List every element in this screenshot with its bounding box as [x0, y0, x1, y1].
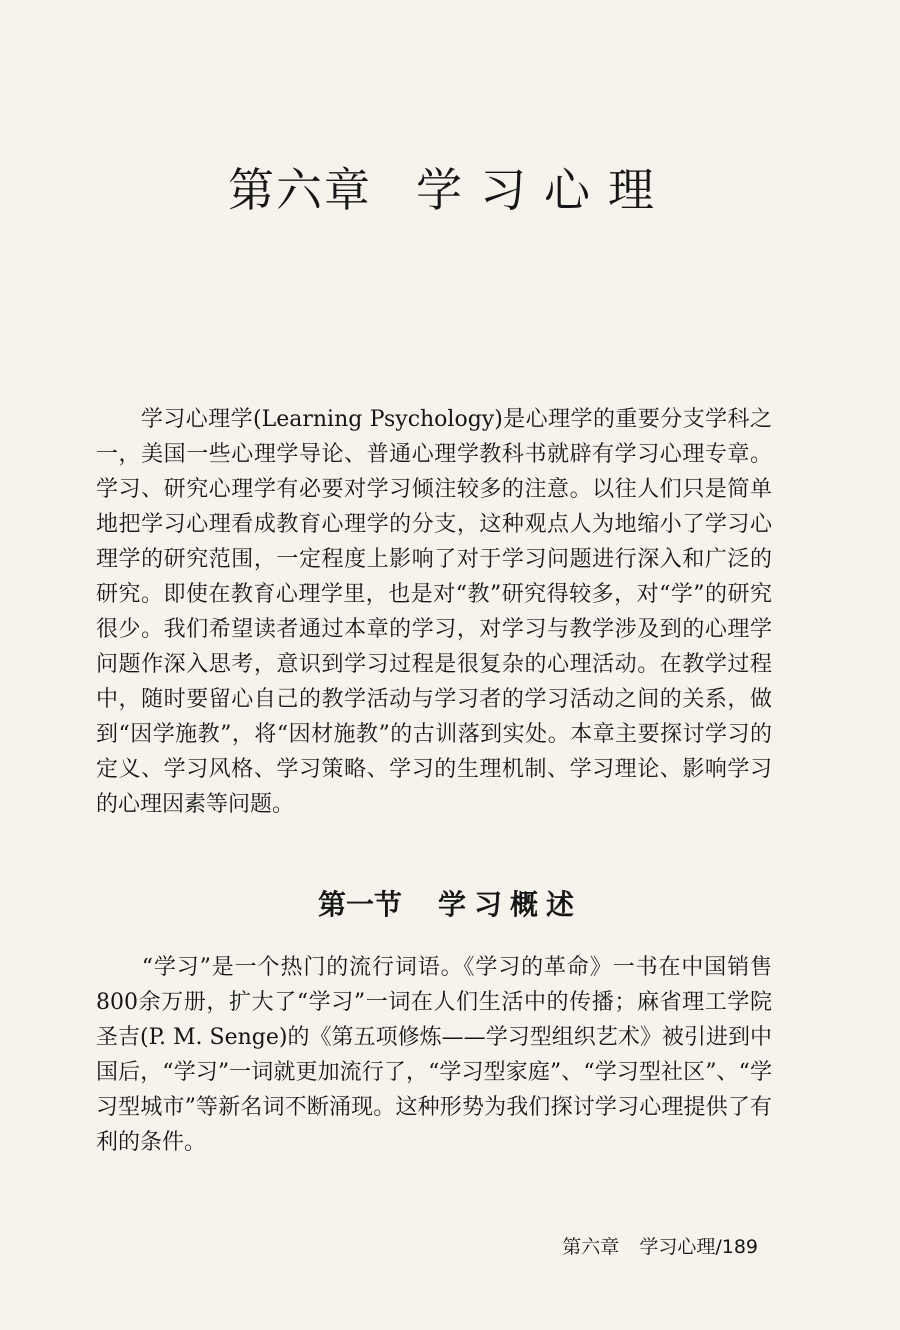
section-heading [0, 885, 900, 925]
section-title: 学习概述 [438, 888, 583, 921]
footer-chapter-label: 第六章 [562, 1236, 620, 1258]
footer-chapter-title: 学习心理 [639, 1236, 716, 1258]
chapter-title: 学习心理 [416, 163, 672, 217]
page-number: /189 [715, 1236, 758, 1258]
chapter-heading [0, 160, 900, 220]
section-label: 第一节 [317, 888, 402, 921]
page-footer [562, 1233, 758, 1261]
intro-paragraph: 学习心理学(Learning Psychology)是心理学的重要分支学科之一，美国一些心理学导论、普通心理学教科书就辟有学习心理专章。学习、研究心理学有必要对学习倾注较多的注意。以往人们只是简单地把学习心理看成教育心理学的分支，这种观点人为地缩小了学习心理学的研究范围，一定程度上影响了对于学习问题进行深入和广泛的研究。即使在教育心理学里，也是对“教”研究得较多，对“学”的研究很少。我们希望读者通过本章的学习，对学习与教学涉及到的心理学问题作深入思考，意识到学习过程是很复杂的心理活动。在教学过程中，随时要留心自己的教学活动与学习者的学习活动之间的关系，做到“因学施教”，将“因材施教”的古训落到实处。本章主要探讨学习的定义、学习风格、学习策略、学习的生理机制、学习理论、影响学习的心理因素等问题。 [96, 407, 772, 817]
chapter-label: 第六章 [228, 163, 372, 217]
section-paragraph: “学习”是一个热门的流行词语。《学习的革命》一书在中国销售800余万册，扩大了“学习”一词在人们生活中的传播；麻省理工学院圣吉(P. M. Senge)的《第五项修炼——学习型组织艺术》被引进到中国后，“学习”一词就更加流行了，“学习型家庭”、“学习型社区”、“学习型城市”等新名词不断涌现。这种形势为我们探讨学习心理提供了有利的条件。 [96, 955, 772, 1155]
